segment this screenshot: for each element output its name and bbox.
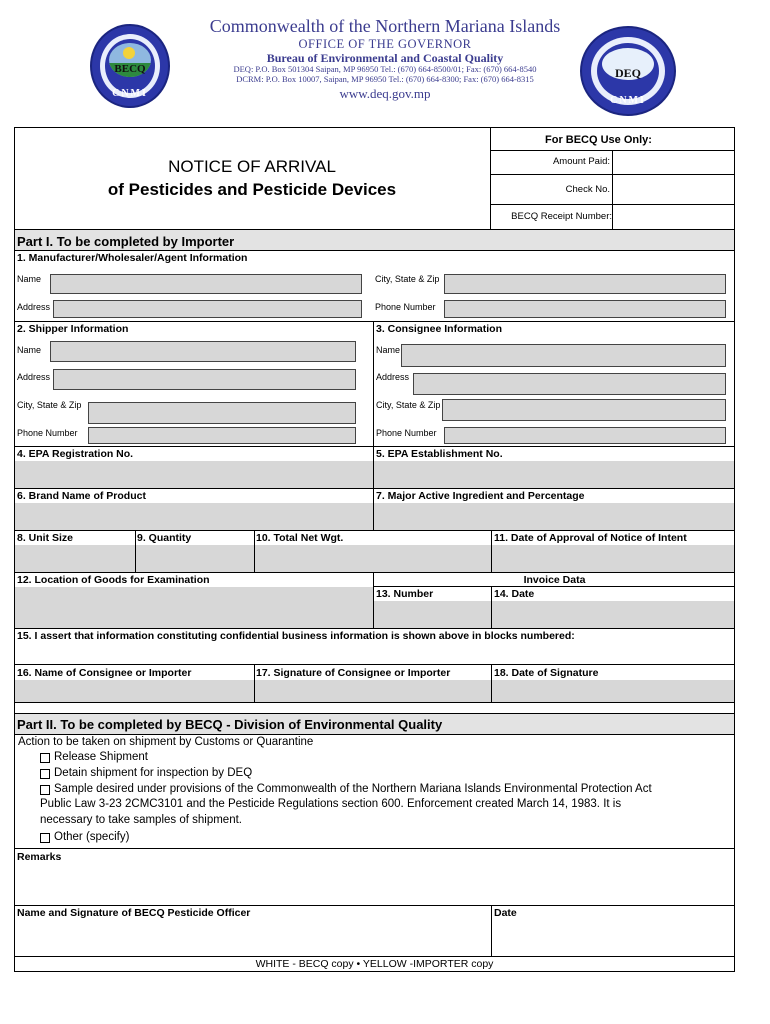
approval-date-input[interactable] (492, 545, 734, 572)
part1-heading: Part I. To be completed by Importer (17, 234, 235, 249)
becq-seal-cnmi: CNMI (112, 88, 148, 99)
s1-name-label: Name (17, 274, 42, 284)
s1-city-label: City, State & Zip (375, 274, 440, 284)
quantity-input[interactable] (136, 545, 254, 572)
officer-label: Name and Signature of BECQ Pesticide Officer (17, 907, 251, 919)
s2-address-input[interactable] (53, 369, 356, 390)
goods-location-input[interactable] (15, 587, 373, 628)
section8-heading: 8. Unit Size (17, 532, 74, 544)
officer-date-label: Date (494, 907, 517, 919)
section11-heading: 11. Date of Approval of Notice of Intent (494, 532, 687, 544)
deq-seal-cnmi: CNMI (610, 95, 646, 106)
section13-heading: 13. Number (376, 588, 434, 600)
amount-paid-label: Amount Paid: (552, 156, 610, 167)
form-title-line1: NOTICE OF ARRIVAL (168, 157, 336, 176)
epa-registration-input[interactable] (15, 461, 373, 488)
header-title: Commonwealth of the Northern Mariana Islands (209, 16, 561, 36)
section5-heading: 5. EPA Establishment No. (376, 448, 503, 460)
sample-text-line1: Sample desired under provisions of the Commonwealth of the Northern Mariana Islands Environmental Protection Act (54, 783, 652, 795)
section1-heading: 1. Manufacturer/Wholesaler/Agent Information (17, 252, 248, 264)
section4-heading: 4. EPA Registration No. (17, 448, 134, 460)
s1-phone-input[interactable] (444, 300, 726, 318)
section18-heading: 18. Date of Signature (494, 667, 599, 679)
section3-heading: 3. Consignee Information (376, 323, 503, 335)
s2-name-input[interactable] (50, 341, 356, 362)
unit-size-input[interactable] (15, 545, 135, 572)
total-net-weight-input[interactable] (255, 545, 491, 572)
s3-city-label: City, State & Zip (376, 400, 441, 410)
s1-address-input[interactable] (53, 300, 362, 318)
header-deq-address: DEQ: P.O. Box 501304 Saipan, MP 96950 Tel.: (670) 664-8500/01; Fax: (670) 664-8540 (233, 64, 537, 74)
brand-name-input[interactable] (15, 503, 373, 530)
section9-heading: 9. Quantity (137, 532, 192, 544)
officer-date-field[interactable] (492, 920, 734, 955)
section16-heading: 16. Name of Consignee or Importer (17, 667, 192, 679)
section14-heading: 14. Date (494, 588, 535, 600)
s2-city-label: City, State & Zip (17, 400, 82, 410)
s2-phone-label: Phone Number (17, 428, 78, 438)
importer-signature-input[interactable] (255, 680, 491, 702)
detain-shipment-checkbox[interactable] (40, 769, 50, 779)
check-no-label: Check No. (565, 184, 610, 195)
header-dcrm-address: DCRM: P.O. Box 10007, Saipan, MP 96950 Tel.: (670) 664-8300; Fax: (670) 664-8315 (236, 74, 534, 84)
s2-city-input[interactable] (88, 402, 356, 424)
section2-heading: 2. Shipper Information (17, 323, 129, 335)
sample-text-line3: necessary to take samples of shipment. (40, 814, 242, 826)
becq-seal-center: BECQ (114, 63, 146, 75)
epa-establishment-input[interactable] (374, 461, 734, 488)
s3-address-label: Address (376, 372, 410, 382)
release-shipment-label: Release Shipment (54, 751, 148, 763)
action-text: Action to be taken on shipment by Customs or Quarantine (18, 736, 314, 748)
receipt-number-label: BECQ Receipt Number: (511, 211, 612, 222)
importer-name-input[interactable] (15, 680, 254, 702)
copies-note: WHITE - BECQ copy • YELLOW -IMPORTER copy (255, 958, 494, 970)
s1-name-input[interactable] (50, 274, 362, 294)
other-label: Other (specify) (54, 831, 130, 843)
header-website[interactable]: www.deq.gov.mp (339, 86, 431, 101)
invoice-data-heading: Invoice Data (523, 574, 586, 586)
section17-heading: 17. Signature of Consignee or Importer (256, 667, 451, 679)
invoice-number-input[interactable] (374, 601, 491, 628)
sample-checkbox[interactable] (40, 785, 50, 795)
s3-name-input[interactable] (401, 344, 726, 367)
officer-signature-field[interactable] (15, 920, 491, 955)
form-title-line2: of Pesticides and Pesticide Devices (107, 180, 397, 199)
header-office: OFFICE OF THE GOVERNOR (298, 37, 472, 51)
s3-city-input[interactable] (442, 399, 726, 421)
active-ingredient-input[interactable] (374, 503, 734, 530)
section7-heading: 7. Major Active Ingredient and Percentage (376, 490, 585, 502)
section6-heading: 6. Brand Name of Product (17, 490, 146, 502)
section15-text: 15. I assert that information constituting confidential business information is shown above in blocks numbered: (17, 630, 575, 642)
s3-phone-input[interactable] (444, 427, 726, 444)
s2-phone-input[interactable] (88, 427, 356, 444)
s1-address-label: Address (17, 302, 51, 312)
s2-name-label: Name (17, 345, 42, 355)
receipt-number-field[interactable] (613, 205, 734, 229)
header-bureau: Bureau of Environmental and Coastal Quality (266, 51, 504, 65)
detain-shipment-label: Detain shipment for inspection by DEQ (54, 767, 253, 779)
release-shipment-checkbox[interactable] (40, 753, 50, 763)
section12-heading: 12. Location of Goods for Examination (17, 574, 210, 586)
s3-phone-label: Phone Number (376, 428, 437, 438)
sample-text-line2: Public Law 3-23 2CMC3101 and the Pesticide Regulations section 600. Enforcement created March 14, 1983. It is (40, 798, 622, 810)
s1-phone-label: Phone Number (375, 302, 436, 312)
confidential-blocks-field[interactable] (15, 644, 734, 664)
other-checkbox[interactable] (40, 833, 50, 843)
becq-use-heading: For BECQ Use Only: (545, 134, 652, 146)
amount-paid-field[interactable] (613, 151, 734, 174)
part2-heading: Part II. To be completed by BECQ - Division of Environmental Quality (17, 717, 443, 732)
s3-address-input[interactable] (413, 373, 726, 395)
section10-heading: 10. Total Net Wgt. (256, 532, 344, 544)
s3-name-label: Name (376, 345, 401, 355)
remarks-label: Remarks (17, 851, 62, 863)
invoice-date-input[interactable] (492, 601, 734, 628)
signature-date-input[interactable] (492, 680, 734, 702)
remarks-field[interactable] (15, 864, 734, 904)
s2-address-label: Address (17, 372, 51, 382)
deq-seal-center: DEQ (614, 66, 641, 80)
s1-city-input[interactable] (444, 274, 726, 294)
check-no-field[interactable] (613, 175, 734, 204)
